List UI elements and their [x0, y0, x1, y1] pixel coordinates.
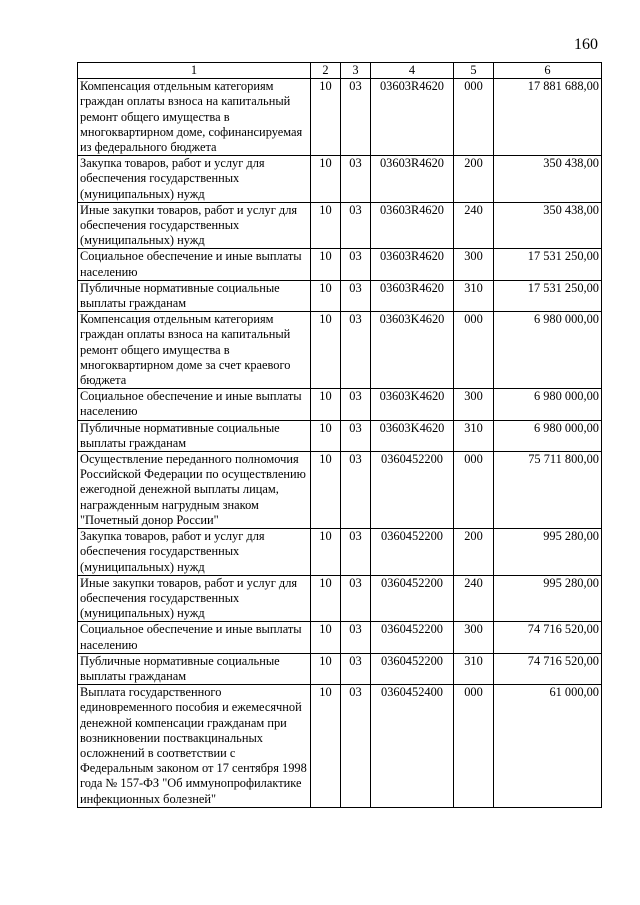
header-col-2: 2: [311, 63, 341, 79]
row-expense-type-cell: 300: [454, 389, 494, 420]
header-row: [78, 63, 602, 79]
row-expense-type-cell: 310: [454, 280, 494, 311]
row-section-cell: 10: [311, 312, 341, 389]
row-amount-cell: 61 000,00: [494, 685, 602, 808]
row-name-cell: Публичные нормативные социальные выплаты гражданам: [78, 420, 311, 451]
row-expense-type-cell: 310: [454, 420, 494, 451]
row-section-cell: 10: [311, 280, 341, 311]
row-amount-cell: 17 881 688,00: [494, 79, 602, 156]
row-expense-type-cell: 240: [454, 575, 494, 622]
row-amount-cell: 17 531 250,00: [494, 249, 602, 280]
row-name-cell: Социальное обеспечение и иные выплаты населению: [78, 389, 311, 420]
row-section-cell: 10: [311, 575, 341, 622]
row-target-article-cell: 0360452200: [371, 575, 454, 622]
row-name-cell: Закупка товаров, работ и услуг для обеспечения государственных (муниципальных) нужд: [78, 529, 311, 576]
row-subsection-cell: 03: [341, 685, 371, 808]
row-subsection-cell: 03: [341, 389, 371, 420]
table-row: [78, 312, 602, 389]
row-amount-cell: 995 280,00: [494, 575, 602, 622]
row-amount-cell: 350 438,00: [494, 156, 602, 203]
row-name-cell: Публичные нормативные социальные выплаты гражданам: [78, 280, 311, 311]
header-col-1: 1: [78, 63, 311, 79]
row-section-cell: 10: [311, 653, 341, 684]
table-row: [78, 389, 602, 420]
row-section-cell: 10: [311, 420, 341, 451]
row-target-article-cell: 03603K4620: [371, 312, 454, 389]
row-amount-cell: 75 711 800,00: [494, 452, 602, 529]
table-row: [78, 420, 602, 451]
row-name-cell: Иные закупки товаров, работ и услуг для обеспечения государственных (муниципальных) нужд: [78, 575, 311, 622]
row-target-article-cell: 03603R4620: [371, 202, 454, 249]
row-expense-type-cell: 000: [454, 452, 494, 529]
row-expense-type-cell: 000: [454, 685, 494, 808]
row-subsection-cell: 03: [341, 420, 371, 451]
table-row: [78, 452, 602, 529]
row-target-article-cell: 03603K4620: [371, 420, 454, 451]
row-target-article-cell: 0360452200: [371, 529, 454, 576]
row-expense-type-cell: 300: [454, 249, 494, 280]
row-subsection-cell: 03: [341, 529, 371, 576]
row-target-article-cell: 0360452400: [371, 685, 454, 808]
row-amount-cell: 6 980 000,00: [494, 389, 602, 420]
row-name-cell: Закупка товаров, работ и услуг для обеспечения государственных (муниципальных) нужд: [78, 156, 311, 203]
row-target-article-cell: 0360452200: [371, 452, 454, 529]
row-subsection-cell: 03: [341, 280, 371, 311]
table-row: [78, 653, 602, 684]
header-col-3: 3: [341, 63, 371, 79]
table-row: [78, 202, 602, 249]
row-section-cell: 10: [311, 249, 341, 280]
budget-table: [77, 62, 602, 808]
table-row: [78, 249, 602, 280]
table-row: [78, 685, 602, 808]
row-amount-cell: 6 980 000,00: [494, 312, 602, 389]
row-expense-type-cell: 200: [454, 156, 494, 203]
row-expense-type-cell: 000: [454, 79, 494, 156]
row-expense-type-cell: 200: [454, 529, 494, 576]
table-row: [78, 529, 602, 576]
row-amount-cell: 6 980 000,00: [494, 420, 602, 451]
row-name-cell: Выплата государственного единовременного пособия и ежемесячной денежной компенсации гражданам при возникновении поствакцинальных осложнений в соответствии с Федеральным законом от 17 сентября 1998 года № 157-ФЗ "Об иммунопрофилактике инфекционных болезней": [78, 685, 311, 808]
row-subsection-cell: 03: [341, 202, 371, 249]
row-amount-cell: 350 438,00: [494, 202, 602, 249]
page-number: 160: [574, 36, 598, 53]
row-expense-type-cell: 310: [454, 653, 494, 684]
row-target-article-cell: 03603R4620: [371, 156, 454, 203]
row-section-cell: 10: [311, 79, 341, 156]
table-row: [78, 79, 602, 156]
row-subsection-cell: 03: [341, 312, 371, 389]
row-subsection-cell: 03: [341, 156, 371, 203]
row-amount-cell: 17 531 250,00: [494, 280, 602, 311]
row-section-cell: 10: [311, 622, 341, 653]
row-name-cell: Социальное обеспечение и иные выплаты населению: [78, 622, 311, 653]
row-subsection-cell: 03: [341, 249, 371, 280]
header-col-4: 4: [371, 63, 454, 79]
row-subsection-cell: 03: [341, 622, 371, 653]
row-expense-type-cell: 000: [454, 312, 494, 389]
table-row: [78, 622, 602, 653]
row-target-article-cell: 03603K4620: [371, 389, 454, 420]
row-target-article-cell: 0360452200: [371, 653, 454, 684]
row-name-cell: Осуществление переданного полномочия Российской Федерации по осуществлению ежегодной денежной выплаты лицам, награжденным нагрудным знаком "Почетный донор России": [78, 452, 311, 529]
row-name-cell: Публичные нормативные социальные выплаты гражданам: [78, 653, 311, 684]
row-amount-cell: 995 280,00: [494, 529, 602, 576]
row-section-cell: 10: [311, 685, 341, 808]
row-amount-cell: 74 716 520,00: [494, 653, 602, 684]
row-section-cell: 10: [311, 202, 341, 249]
table-body: [78, 79, 602, 808]
row-subsection-cell: 03: [341, 653, 371, 684]
table-row: [78, 575, 602, 622]
row-section-cell: 10: [311, 389, 341, 420]
table-row: [78, 280, 602, 311]
header-col-6: 6: [494, 63, 602, 79]
row-subsection-cell: 03: [341, 452, 371, 529]
row-name-cell: Социальное обеспечение и иные выплаты населению: [78, 249, 311, 280]
table-row: [78, 156, 602, 203]
row-name-cell: Компенсация отдельным категориям граждан оплаты взноса на капитальный ремонт общего имущества в многоквартирном доме за счет краевого бюджета: [78, 312, 311, 389]
row-section-cell: 10: [311, 529, 341, 576]
row-subsection-cell: 03: [341, 79, 371, 156]
row-name-cell: Иные закупки товаров, работ и услуг для обеспечения государственных (муниципальных) нужд: [78, 202, 311, 249]
header-col-5: 5: [454, 63, 494, 79]
row-target-article-cell: 03603R4620: [371, 79, 454, 156]
row-section-cell: 10: [311, 452, 341, 529]
row-target-article-cell: 0360452200: [371, 622, 454, 653]
row-target-article-cell: 03603R4620: [371, 280, 454, 311]
row-expense-type-cell: 300: [454, 622, 494, 653]
row-name-cell: Компенсация отдельным категориям граждан оплаты взноса на капитальный ремонт общего имущества в многоквартирном доме, софинансируемая из федерального бюджета: [78, 79, 311, 156]
row-amount-cell: 74 716 520,00: [494, 622, 602, 653]
row-expense-type-cell: 240: [454, 202, 494, 249]
row-section-cell: 10: [311, 156, 341, 203]
row-subsection-cell: 03: [341, 575, 371, 622]
row-target-article-cell: 03603R4620: [371, 249, 454, 280]
